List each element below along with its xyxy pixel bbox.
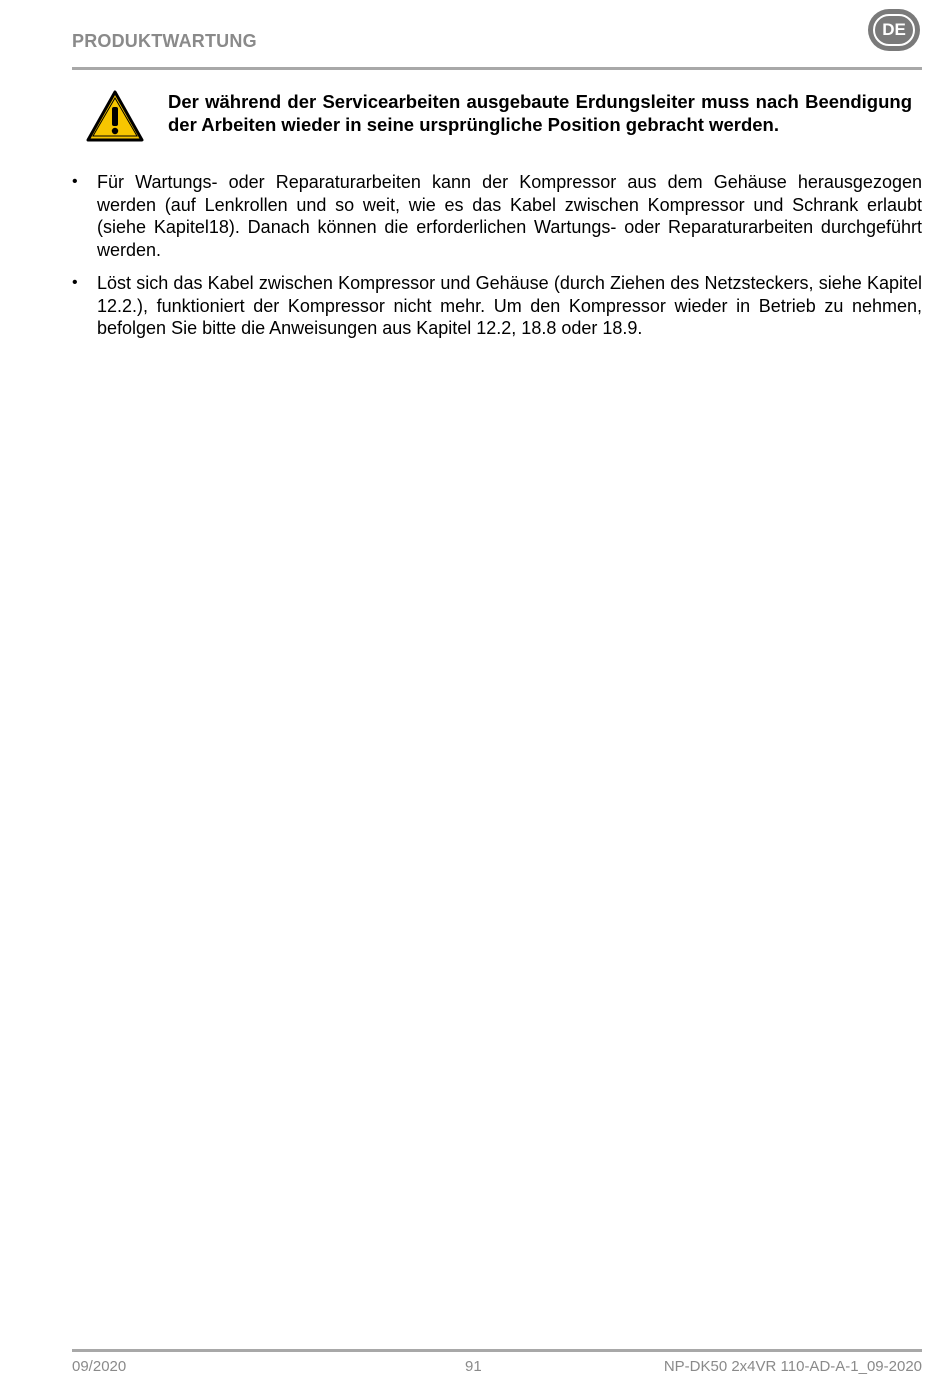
document-code: NP-DK50 2x4VR 110-AD-A-1_09-2020 bbox=[663, 1358, 922, 1375]
bullet-list bbox=[72, 171, 922, 351]
bullet-icon: • bbox=[72, 173, 78, 190]
warning-text: Der während der Servicearbeiten ausgebaute Erdungsleiter muss nach Beendigung der Arbeiten wieder in seine ursprüngliche Position gebracht werden. bbox=[168, 91, 912, 135]
list-item-text: Löst sich das Kabel zwischen Kompressor und Gehäuse (durch Ziehen des Netzsteckers, siehe Kapitel 12.2.), funktioniert der Kompressor nicht mehr. Um den Kompressor wieder in Betrieb zu nehmen, befolgen Sie bitte die Anweisungen aus Kapitel 12.2, 18.8 oder 18.9. bbox=[97, 273, 922, 338]
page-number: 91 bbox=[465, 1358, 482, 1375]
language-badge bbox=[868, 9, 920, 51]
header-divider bbox=[72, 67, 922, 70]
bullet-icon: • bbox=[72, 274, 78, 291]
section-title: PRODUKTWARTUNG bbox=[72, 31, 257, 51]
footer-date: 09/2020 bbox=[72, 1358, 127, 1375]
footer-divider bbox=[72, 1349, 922, 1352]
language-badge-label: DE bbox=[873, 14, 915, 46]
list-item bbox=[72, 272, 922, 340]
list-item bbox=[72, 171, 922, 261]
list-item-text: Für Wartungs- oder Reparaturarbeiten kann der Kompressor aus dem Gehäuse herausgezogen werden (auf Lenkrollen und so weit, wie es das Kabel zwischen Kompressor und Schrank erlaubt (siehe Kapitel18). Danach können die erforderlichen Wartungs- oder Reparaturarbeiten durchgeführt werden. bbox=[97, 172, 922, 260]
warning-triangle-icon bbox=[86, 90, 144, 142]
